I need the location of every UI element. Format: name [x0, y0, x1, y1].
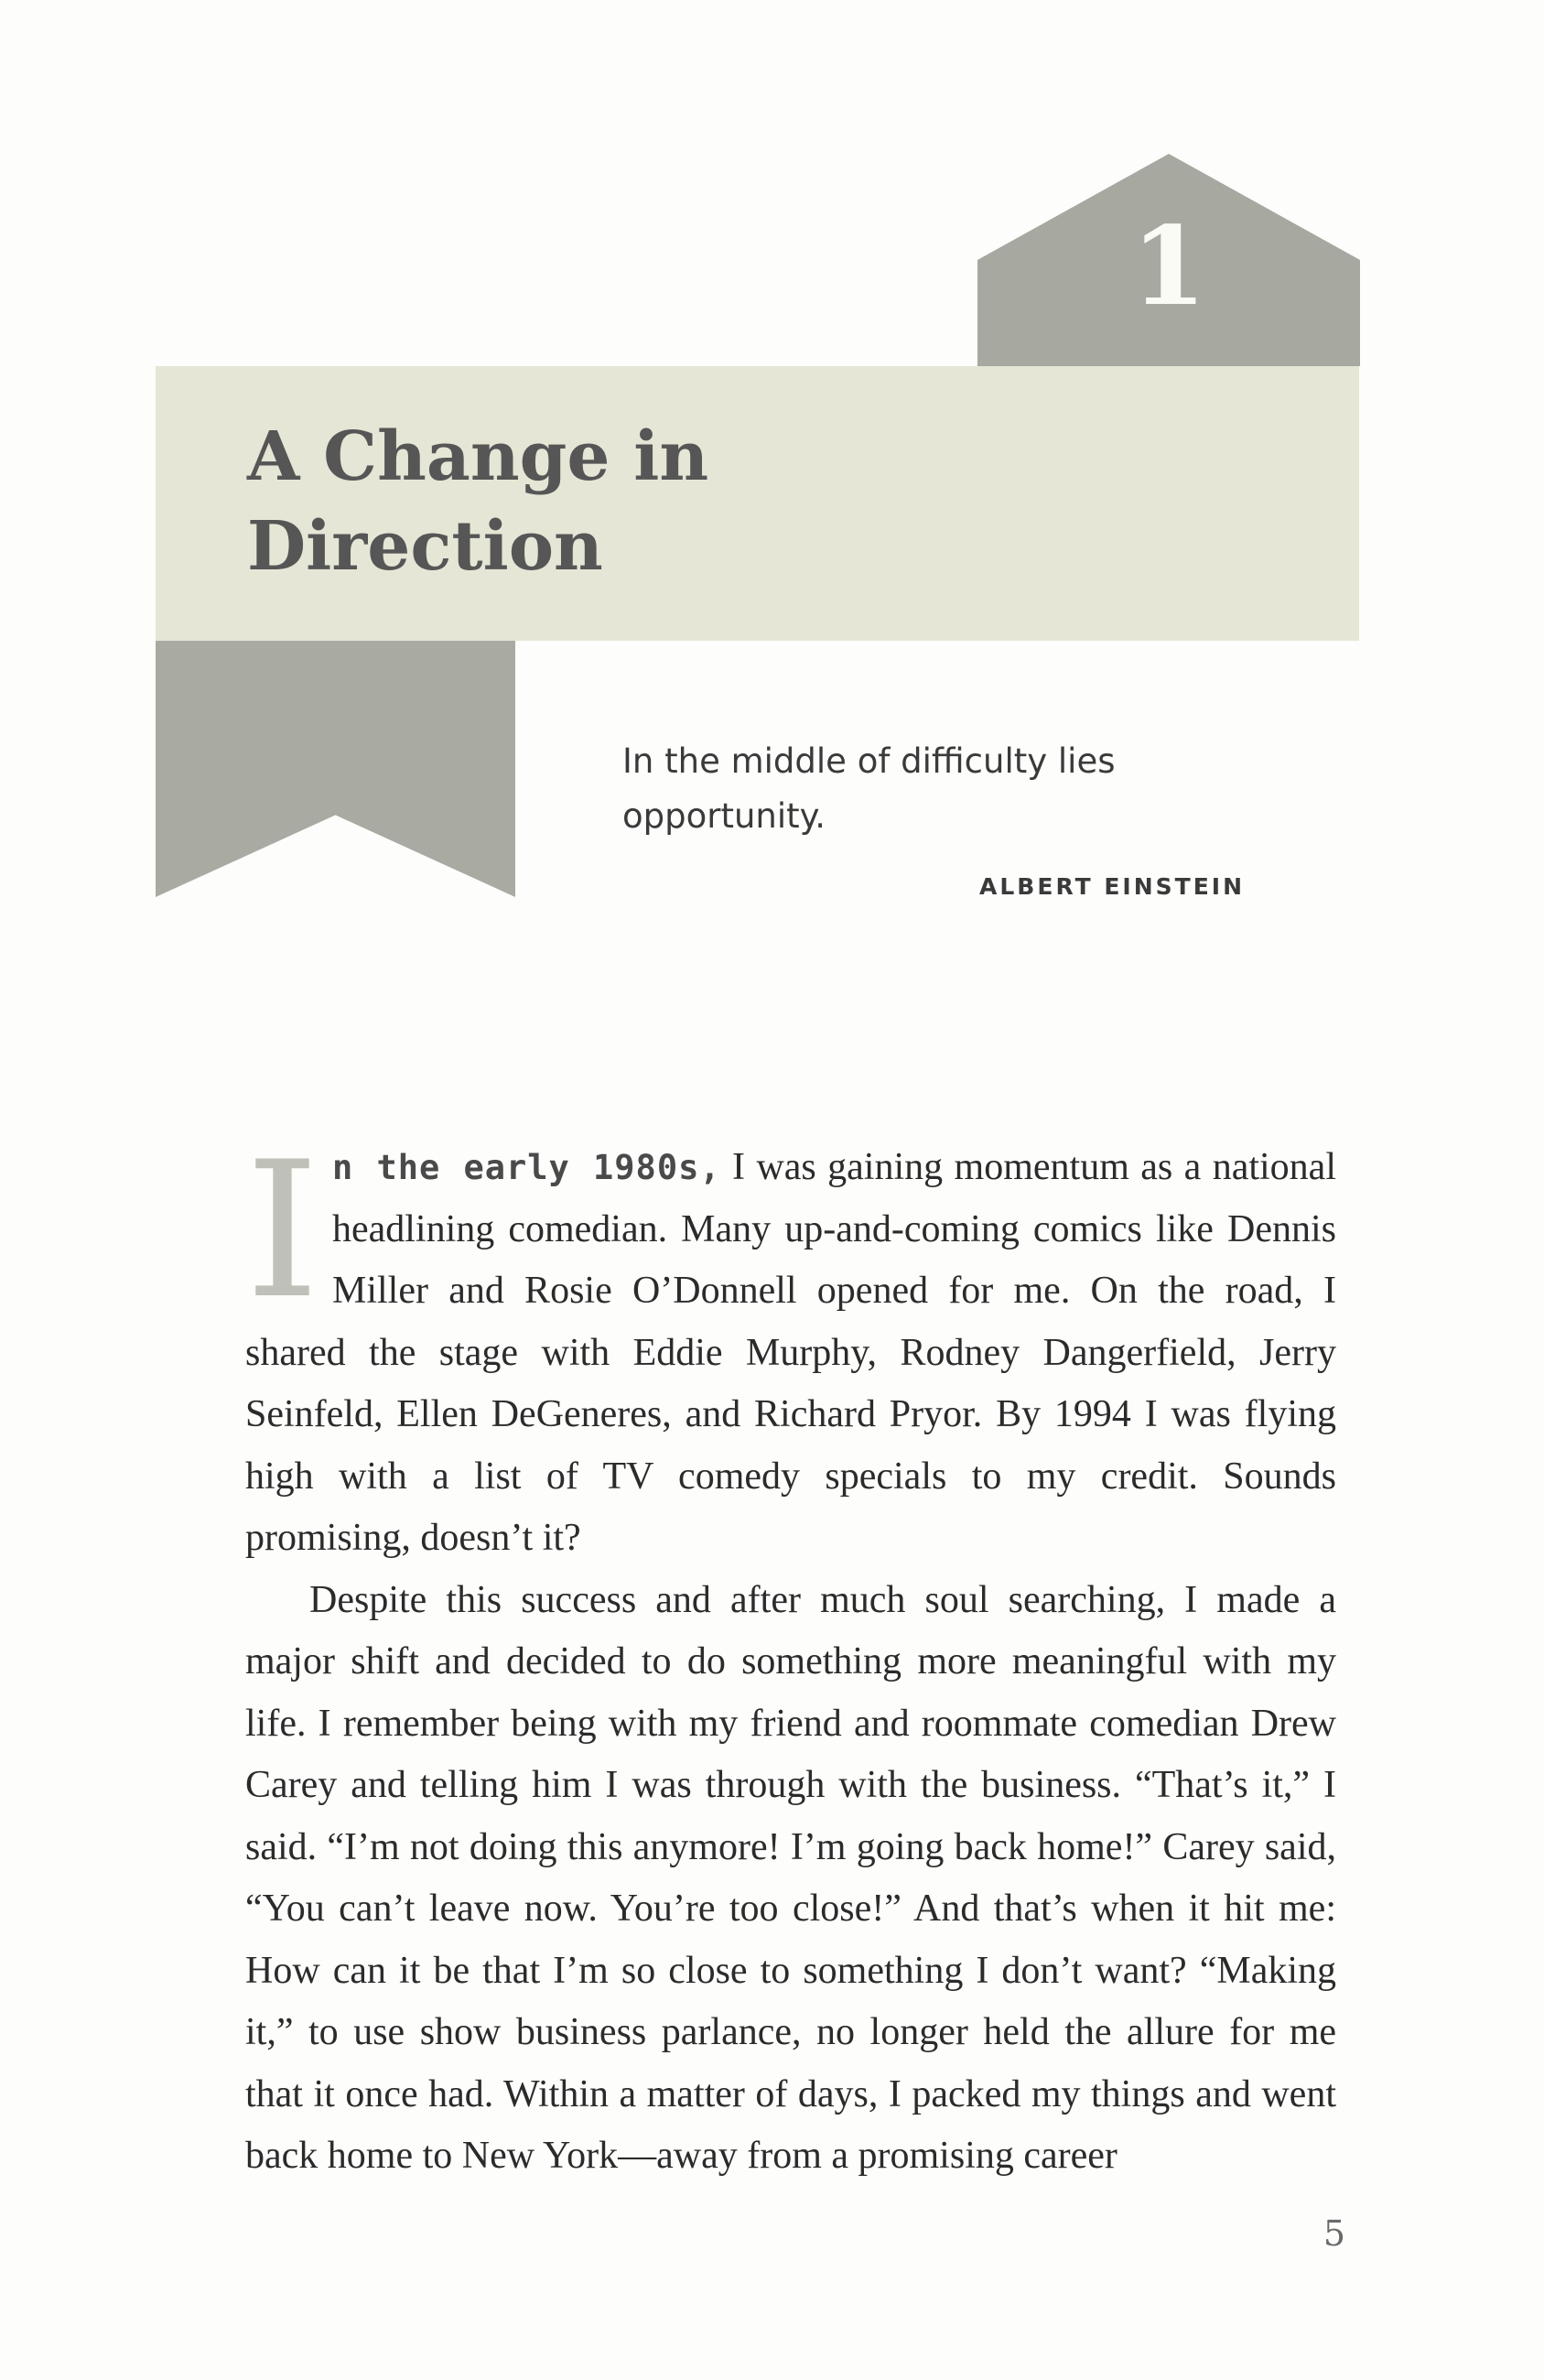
- chapter-body: [245, 1122, 1336, 2188]
- chapter-title-line-2: Direction: [247, 507, 603, 586]
- epigraph-quote: In the middle of difficulty lies opportunity.: [622, 741, 1116, 836]
- lead-in: n the early 1980s,: [331, 1148, 721, 1187]
- chapter-title: [247, 412, 708, 591]
- paragraph-1-text: I was gaining momentum as a national headlining comedian. Many up-and-coming comics like Dennis Miller and Rosie O’Donnell opened for me. On the road, I shared the stage with Eddie Murphy, Rodney Dangerfield, Jerry Seinfeld, Ellen DeGeneres, and Richard Pryor. By 1994 I was flying high with a list of TV comedy specials to my credit. Sounds promising, doesn’t it?: [245, 1146, 1336, 1559]
- chapter-title-line-1: A Change in: [247, 417, 709, 496]
- chapter-ribbon-shape: [156, 641, 515, 897]
- chapter-number: 1: [1130, 202, 1207, 330]
- epigraph-author: ALBERT EINSTEIN: [979, 873, 1245, 900]
- paragraph-1: [245, 1122, 1336, 1570]
- paragraph-2: Despite this success and after much soul searching, I made a major shift and decided to do something more meaningful with my life. I remember being with my friend and roommate comedian Drew Carey and telling him I was through with the business. “That’s it,” I said. “I’m not doing this anymore! I’m going back home!” Carey said, “You can’t leave now. You’re too close!” And that’s when it hit me: How can it be that I’m so close to something I don’t want? “Making it,” to use show business parlance, no longer held the allure for me that it once had. Within a matter of days, I packed my things and went back home to New York—away from a promising career: [245, 1578, 1336, 2177]
- drop-cap: I: [245, 1122, 319, 1340]
- page-number: 5: [1323, 2213, 1345, 2254]
